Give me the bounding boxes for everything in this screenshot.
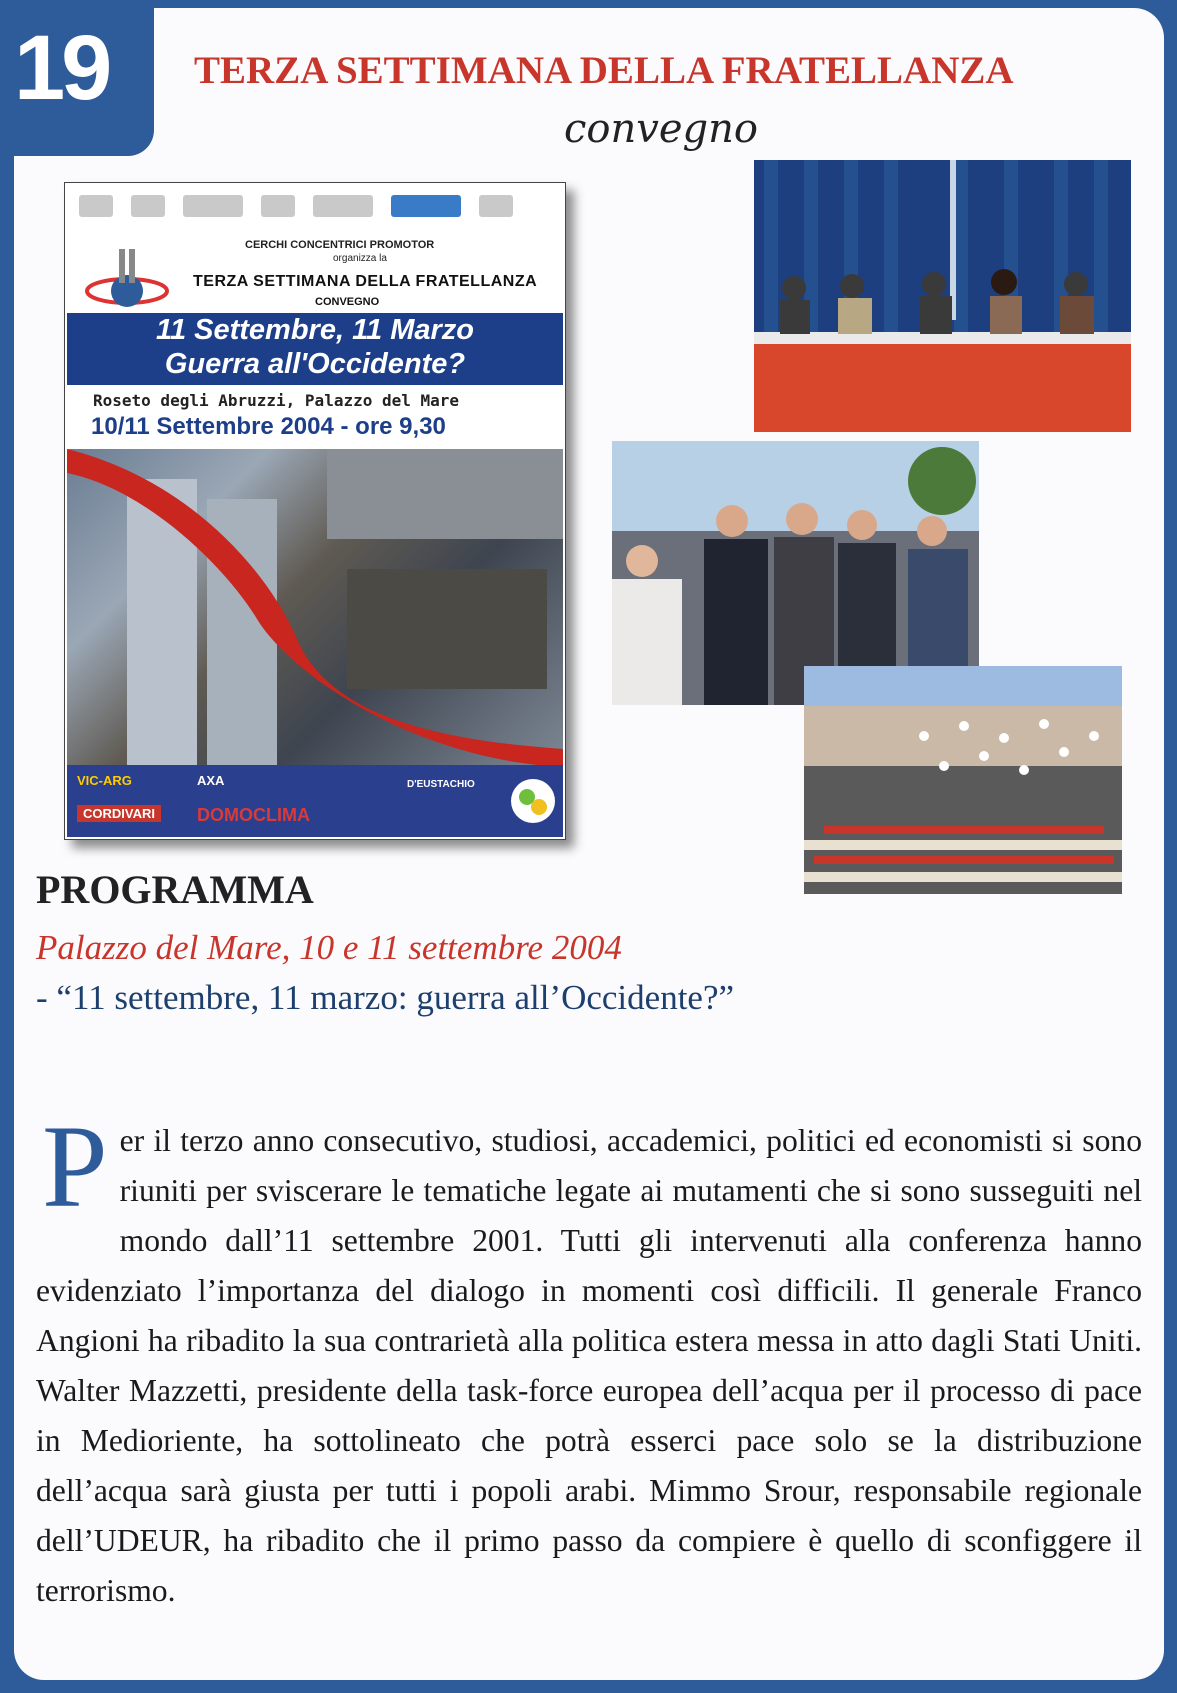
sponsor-label: CORDIVARI: [77, 805, 161, 822]
page-number: 19: [14, 17, 109, 119]
article-body: [36, 1101, 1142, 1616]
event-poster: [64, 182, 566, 840]
sponsor-logo-icon: [509, 777, 557, 825]
logo-icon: [261, 195, 295, 217]
programma-item: - “11 settembre, 11 marzo: guerra all’Occidente?”: [36, 978, 735, 1017]
sponsor-label: D'EUSTACHIO: [407, 779, 475, 790]
page-subtitle: convegno: [564, 106, 758, 152]
drop-cap: P: [42, 1101, 108, 1232]
magazine-page: [14, 8, 1164, 1680]
logo-icon: [183, 195, 243, 217]
poster-event-title: TERZA SETTIMANA DELLA FRATELLANZA: [193, 273, 538, 290]
poster-location: Roseto degli Abruzzi, Palazzo del Mare: [93, 391, 460, 410]
logo-icon: [313, 195, 373, 217]
sponsor-label: VIC-ARG: [77, 773, 132, 788]
poster-org: CERCHI CONCENTRICI PROMOTOR: [245, 239, 435, 251]
logo-icon: [479, 195, 513, 217]
poster-headline: [67, 313, 563, 385]
poster-collage-image: [67, 449, 563, 765]
article-text: er il terzo anno consecutivo, studiosi, accademici, politici ed economisti si sono riuniti per sviscerare le tematiche legate ai mutamenti che si sono susseguiti nel mondo dall’11 settembre 2001. Tutti gli intervenuti alla conferenza hanno evidenziato l’importanza del dialogo in momenti così difficili. Il generale Franco Angioni ha ribadito la sua contrarietà alla politica estera messa in atto dagli Stati Uniti. Walter Mazzetti, presidente della task-force europea dell’acqua per il processo di pace in Medioriente, ha sottolineato che potrà esserci pace solo se la distribuzione dell’acqua sarà giusta per tutti i popoli arabi. Mimmo Srour, responsabile regionale dell’UDEUR, ha ribadito che il primo passo da compiere è quello di sconfiggere il terrorismo.: [36, 1123, 1142, 1608]
poster-sponsors: [67, 765, 563, 837]
poster-logo-strip: [79, 189, 551, 223]
programma-heading: PROGRAMMA: [36, 867, 314, 912]
balloon-release-photo: [804, 666, 1122, 894]
poster-headline-line1: 11 Settembre, 11 Marzo: [155, 314, 475, 346]
sponsor-label: AXA: [197, 773, 225, 788]
logo-icon: [131, 195, 165, 217]
logo-icon: [391, 195, 461, 217]
globe-logo-icon: [83, 243, 171, 319]
logo-icon: [79, 195, 113, 217]
poster-date: 10/11 Settembre 2004 - ore 9,30: [91, 413, 446, 440]
page-number-tab: [14, 8, 154, 156]
sponsor-label: DOMOCLIMA: [197, 805, 310, 825]
page-title: TERZA SETTIMANA DELLA FRATELLANZA: [194, 49, 1014, 92]
programma-date: Palazzo del Mare, 10 e 11 settembre 2004: [36, 928, 622, 967]
conference-panel-photo: [754, 160, 1131, 432]
poster-headline-line2: Guerra all'Occidente?: [164, 348, 466, 380]
poster-org-sub: organizza la: [333, 253, 387, 264]
poster-event-type: CONVEGNO: [315, 296, 380, 308]
